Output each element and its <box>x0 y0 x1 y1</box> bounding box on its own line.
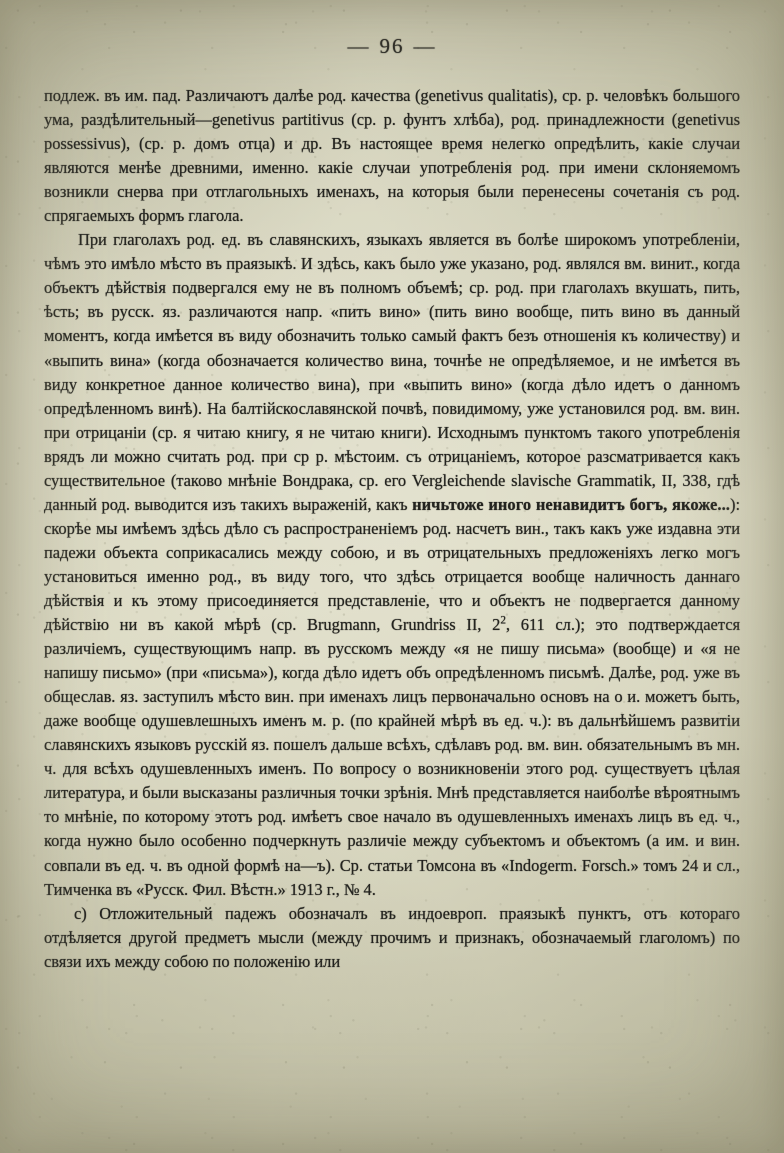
paragraph-2-part-e: » томъ 24 и сл., Тимченка въ «Русск. Фил. Вѣстн.» 1913 г., № 4. <box>44 855 741 899</box>
paragraph-2 <box>44 228 740 901</box>
page-body-text <box>44 84 740 974</box>
paragraph-2-part-a: При глаголахъ род. ед. въ славянскихъ, языкахъ является въ болѣе широкомъ употребленіи, чѣмъ это имѣло мѣсто въ праязыкѣ. И здѣсь, какъ было уже указано, род. являлся вм. винит., когда объектъ дѣйствія подвергался ему не въ полномъ объемѣ; ср. род. при глаголахъ вкушать, пить, ѣсть; въ русск. яз. различаются напр. «пить вино» (пить вино вообще, пить вино въ данный моментъ, когда имѣется въ виду обозначить только самый фактъ безъ отношенія къ количеству) и «выпить вина» (когда обозначается количество вина, точнѣе не опредѣляемое, и не имѣется въ виду конкретное данное количество вина), при «выпить вино» (когда дѣло идетъ о данномъ опредѣленномъ винѣ). На балтійскославянской почвѣ, повидимому, уже установился род. вм. вин. при отрицаніи (ср. я читаю книгу, я не читаю книги). Исходнымъ пунктомъ такого употребленія врядъ ли можно считать род. при ср р. мѣстоим. съ отрицаніемъ, которое разсматривается какъ существительное (таково мнѣніе Вондрака, ср. его <box>44 230 740 490</box>
citation-brugmann-superscript: 2 <box>500 614 506 627</box>
citation-brugmann-vol: II, 2 <box>455 615 501 635</box>
journal-name-indogerm-forsch: Indogerm. Forsch. <box>509 855 631 875</box>
paragraph-1: подлеж. въ им. пад. Различаютъ далѣе род. качества (genetivus qualitatis), ср. р. человѣкъ большого ума, раздѣлительный—genetivus partitivus (ср. р. фунтъ хлѣба), род. принадлежности (genetivus possessivus), (ср. р. домъ отца) и др. Въ настоящее время нелегко опредѣлить, какіе случаи являются менѣе древними, именно. какіе случаи употребленія род. при имени склоняемомъ возникли снерва при отглагольныхъ именахъ, на которыя были перенесены сочетанія съ род. спрягаемыхъ формъ глагола. <box>44 86 740 226</box>
paragraph-3: c) Отложительный падежъ обозначалъ въ индоевроп. праязыкѣ пунктъ, отъ котораго отдѣляется другой предметъ мысли (между прочимъ и признакъ, обозначаемый глаголомъ) по связи ихъ между собою по положенію или <box>44 903 740 971</box>
paragraph-2-part-b: , II, 338, гдѣ данный род. выводится изъ такихъ выраженій, какъ <box>44 470 740 514</box>
page-number-dash-right: — <box>413 34 437 58</box>
page-number-dash-left: — <box>347 34 371 58</box>
paragraph-2-part-d: , 611 сл.); это подтверждается различіемъ, существующимъ напр. въ русскомъ между «я не пишу письма» (вообще) и «я не напишу письмо» (при «письма»), когда дѣло идетъ объ опредѣленномъ письмѣ. Далѣе, род. уже въ общеслав. яз. заступилъ мѣсто вин. при именахъ лицъ первоначально основъ на о и. можетъ быть, даже вообще одушевлешныхъ именъ м. р. (по крайней мѣрѣ въ ед. ч.): въ дальнѣйшемъ развитіи славянскихъ языковъ русскій яз. пошелъ дальше всѣхъ, сдѣлавъ род. вм. вин. обязательнымъ въ мн. ч. для всѣхъ одушевленныхъ именъ. По вопросу о возникновеніи этого род. существуетъ цѣлая литература, и были высказаны различныя точки зрѣнія. Мнѣ представляется наиболѣе вѣроятнымъ то мнѣніе, по которому этотъ род. имѣетъ свое начало въ одушевленныхъ именахъ лицъ въ ед. ч., когда нужно было особенно подчеркнуть различіе между субъектомъ и объектомъ (а им. и вин. совпали въ ед. ч. въ одной формѣ на—ъ). Ср. статьи Томсона въ « <box>44 615 741 875</box>
paragraph-2-part-c: ): скорѣе мы имѣемъ здѣсь дѣло съ распространеніемъ род. насчетъ вин., такъ какъ уже издавна эти падежи объекта соприкасались между собою, и въ отрицательныхъ предложеніяхъ легко могъ установиться именно род., въ виду того, что здѣсь отрицается вообще наличность даннаго дѣйствія и къ этому присоединяется представленіе, что и объектъ не подвергается данному дѣйствію ни въ какой мѣрѣ (ср. <box>44 494 740 635</box>
page-number-header <box>0 34 784 59</box>
church-slavonic-quote: ничьтоже иного ненавидитъ богъ, якоже... <box>412 494 730 514</box>
citation-vondrak-title: Vergleichende slavische Grammatik <box>411 470 652 490</box>
page-number-value: 96 <box>379 34 405 58</box>
citation-brugmann: Brugmann, Grundriss <box>307 615 456 635</box>
